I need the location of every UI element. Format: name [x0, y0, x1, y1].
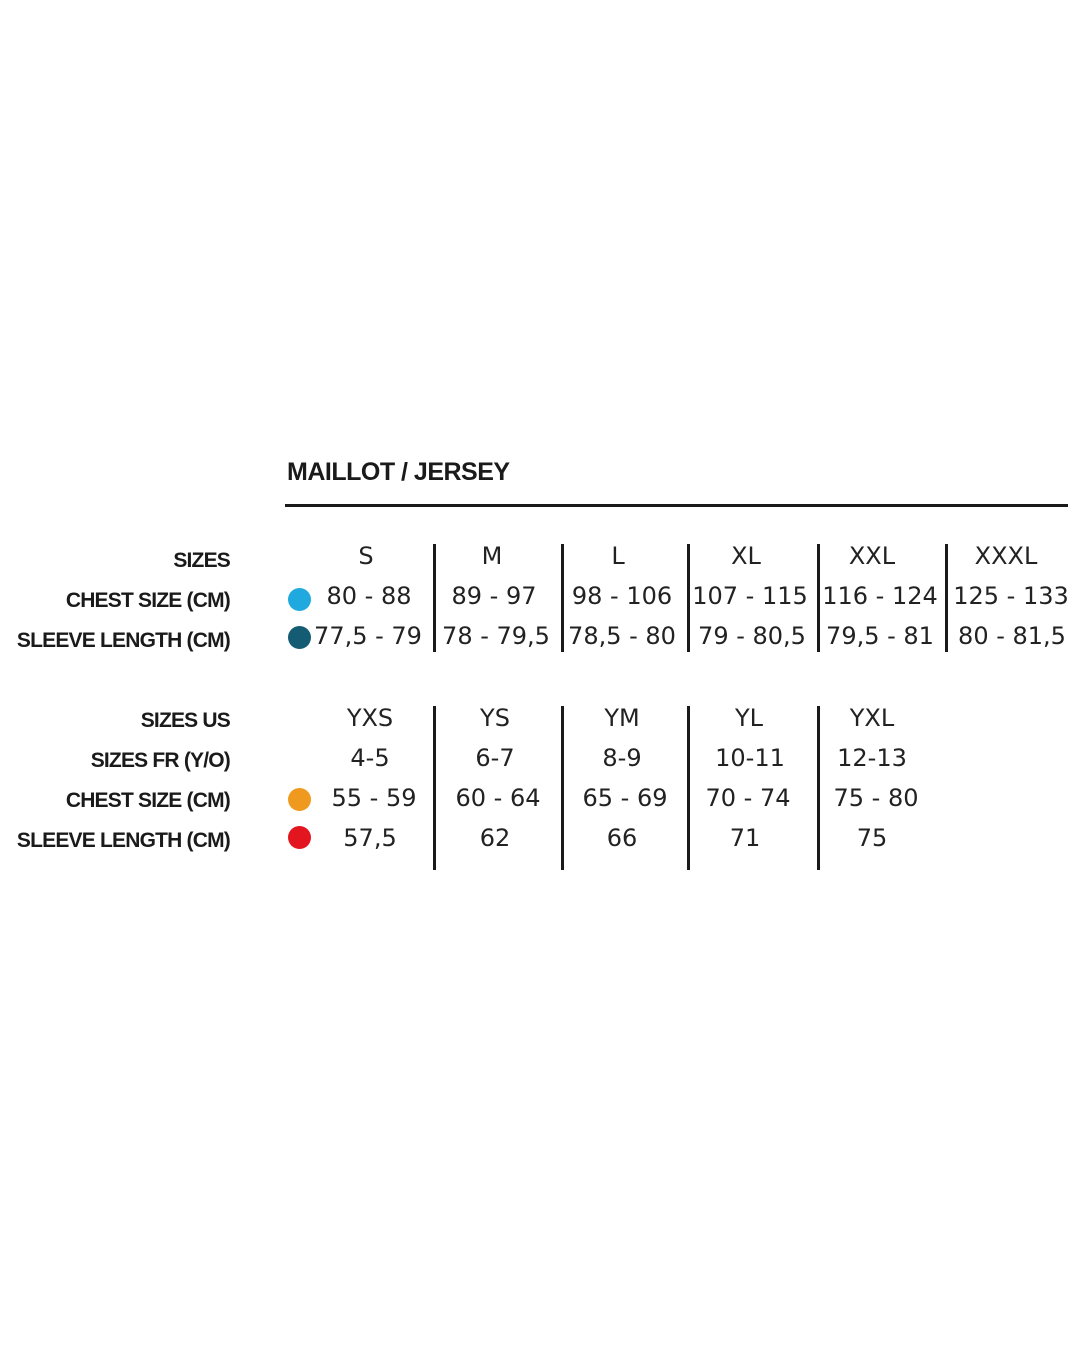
sleeve-length-dot [288, 626, 311, 649]
label-youth-chest-size: CHEST SIZE (CM) [65, 789, 230, 812]
youth-sleeve-length-cell: 75 [856, 824, 888, 852]
sleeve-length-cell: 78,5 - 80 [568, 622, 676, 650]
sleeve-length-cell: 80 - 81,5 [958, 622, 1066, 650]
youth-chest-size-cell: 65 - 69 [582, 784, 668, 812]
column-divider [687, 544, 690, 652]
label-chest-size: CHEST SIZE (CM) [65, 589, 230, 612]
sleeve-length-cell: 79 - 80,5 [698, 622, 806, 650]
chest-size-cell: 116 - 124 [822, 582, 938, 610]
label-sizes-fr: SIZES FR (Y/O) [90, 749, 230, 772]
fr-size-cell: 6-7 [475, 744, 515, 772]
chest-size-dot [288, 588, 311, 611]
youth-chest-size-dot [288, 788, 311, 811]
youth-sleeve-length-cell: 62 [479, 824, 511, 852]
fr-size-cell: 8-9 [602, 744, 642, 772]
fr-size-cell: 10-11 [715, 744, 785, 772]
youth-sleeve-length-dot [288, 826, 311, 849]
youth-sleeve-length-cell: 71 [729, 824, 761, 852]
sleeve-length-cell: 77,5 - 79 [314, 622, 422, 650]
sleeve-length-cell: 78 - 79,5 [442, 622, 550, 650]
column-divider [945, 544, 948, 652]
column-divider [817, 706, 820, 870]
us-size-cell: YXS [346, 704, 394, 732]
fr-size-cell: 4-5 [350, 744, 390, 772]
youth-sleeve-length-cell: 57,5 [343, 824, 397, 852]
youth-sleeve-length-cell: 66 [606, 824, 638, 852]
chest-size-cell: 107 - 115 [692, 582, 808, 610]
youth-chest-size-cell: 55 - 59 [331, 784, 417, 812]
fr-size-cell: 12-13 [837, 744, 907, 772]
label-sleeve-length: SLEEVE LENGTH (CM) [16, 629, 230, 652]
us-size-cell: YL [734, 704, 764, 732]
us-size-cell: YXL [849, 704, 895, 732]
column-divider [561, 706, 564, 870]
label-sizes: SIZES [173, 549, 230, 572]
chest-size-cell: 89 - 97 [451, 582, 537, 610]
size-cell: XXXL [974, 542, 1038, 570]
youth-chest-size-cell: 60 - 64 [455, 784, 541, 812]
size-cell: XXL [848, 542, 896, 570]
column-divider [817, 544, 820, 652]
youth-chest-size-cell: 75 - 80 [833, 784, 919, 812]
chest-size-cell: 125 - 133 [953, 582, 1069, 610]
us-size-cell: YS [480, 704, 510, 732]
sleeve-length-cell: 79,5 - 81 [826, 622, 934, 650]
column-divider [433, 544, 436, 652]
column-divider [561, 544, 564, 652]
label-youth-sleeve-length: SLEEVE LENGTH (CM) [16, 829, 230, 852]
chest-size-cell: 98 - 106 [571, 582, 673, 610]
size-cell: L [611, 542, 625, 570]
column-divider [433, 706, 436, 870]
chart-title: MAILLOT / JERSEY [287, 458, 510, 486]
size-cell: S [358, 542, 374, 570]
size-cell: XL [731, 542, 761, 570]
chest-size-cell: 80 - 88 [326, 582, 412, 610]
column-divider [687, 706, 690, 870]
label-sizes-us: SIZES US [140, 709, 230, 732]
title-underline [285, 504, 1068, 507]
youth-chest-size-cell: 70 - 74 [705, 784, 791, 812]
us-size-cell: YM [604, 704, 640, 732]
size-cell: M [481, 542, 503, 570]
